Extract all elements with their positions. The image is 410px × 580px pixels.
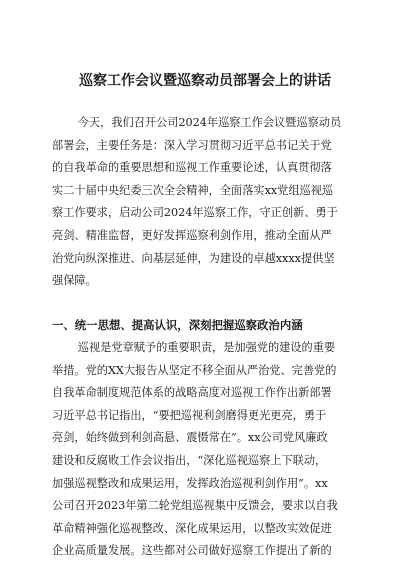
text-line: 治党向纵深推进、向基层延伸，为建设的卓越xxxx提供坚 <box>52 251 335 265</box>
text-line: 建设和反腐败工作会议指出，“深化巡视巡察上下联动， <box>52 453 327 467</box>
text-line: 举措。党的XX大报告从坚定不移全面从严治党、完善党的 <box>52 363 337 377</box>
text-line: 革命精神强化巡视整改、深化成果运用，以整改实效促进 <box>52 521 332 535</box>
text-line: 自我革命制度规范体系的战略高度对巡视工作作出新部署 <box>52 386 332 400</box>
paragraph-section-1 <box>52 337 362 563</box>
text-line: 亮剑、精准监督，更好发挥巡察利剑作用，推动全面从严 <box>52 228 332 242</box>
text-line: 察工作要求，启动公司2024年巡察工作，守正创新、勇于 <box>52 206 338 220</box>
text-line: 巡视是党章赋予的重要职责，是加强党的建设的重要 <box>77 341 336 354</box>
document-title: 巡察工作会议暨巡察动员部署会上的讲话 <box>79 73 331 89</box>
paragraph-opening <box>52 112 362 293</box>
text-line: 今天，我们召开公司2024年巡察工作会议暨巡察动员 <box>77 116 342 129</box>
text-line: 部署会，主要任务是：深入学习贯彻习近平总书记关于党 <box>52 138 332 152</box>
text-line: 强保障。 <box>52 274 97 288</box>
text-line: 实二十届中央纪委三次全会精神，全面落实xx党组巡视巡 <box>52 183 334 197</box>
text-line: 公司召开2023年第二轮党组巡视集中反馈会，要求以自我 <box>52 499 338 513</box>
text-line: 亮剑，始终做到利剑高悬、震慑常在”。xx公司党风廉政 <box>52 431 328 445</box>
text-line: 加强巡视整改和成果运用，发挥政治巡视利剑作用”。xx <box>52 476 328 490</box>
section-heading: 一、统一思想、提高认识，深刻把握巡察政治内涵 <box>52 318 303 332</box>
text-line: 习近平总书记指出，“要把巡视利剑磨得更光更亮，勇于 <box>52 408 327 422</box>
text-line: 的自我革命的重要思想和巡视工作重要论述，认真贯彻落 <box>52 161 332 175</box>
text-line: 企业高质量发展。这些都对公司做好巡察工作提出了新的 <box>52 544 332 558</box>
